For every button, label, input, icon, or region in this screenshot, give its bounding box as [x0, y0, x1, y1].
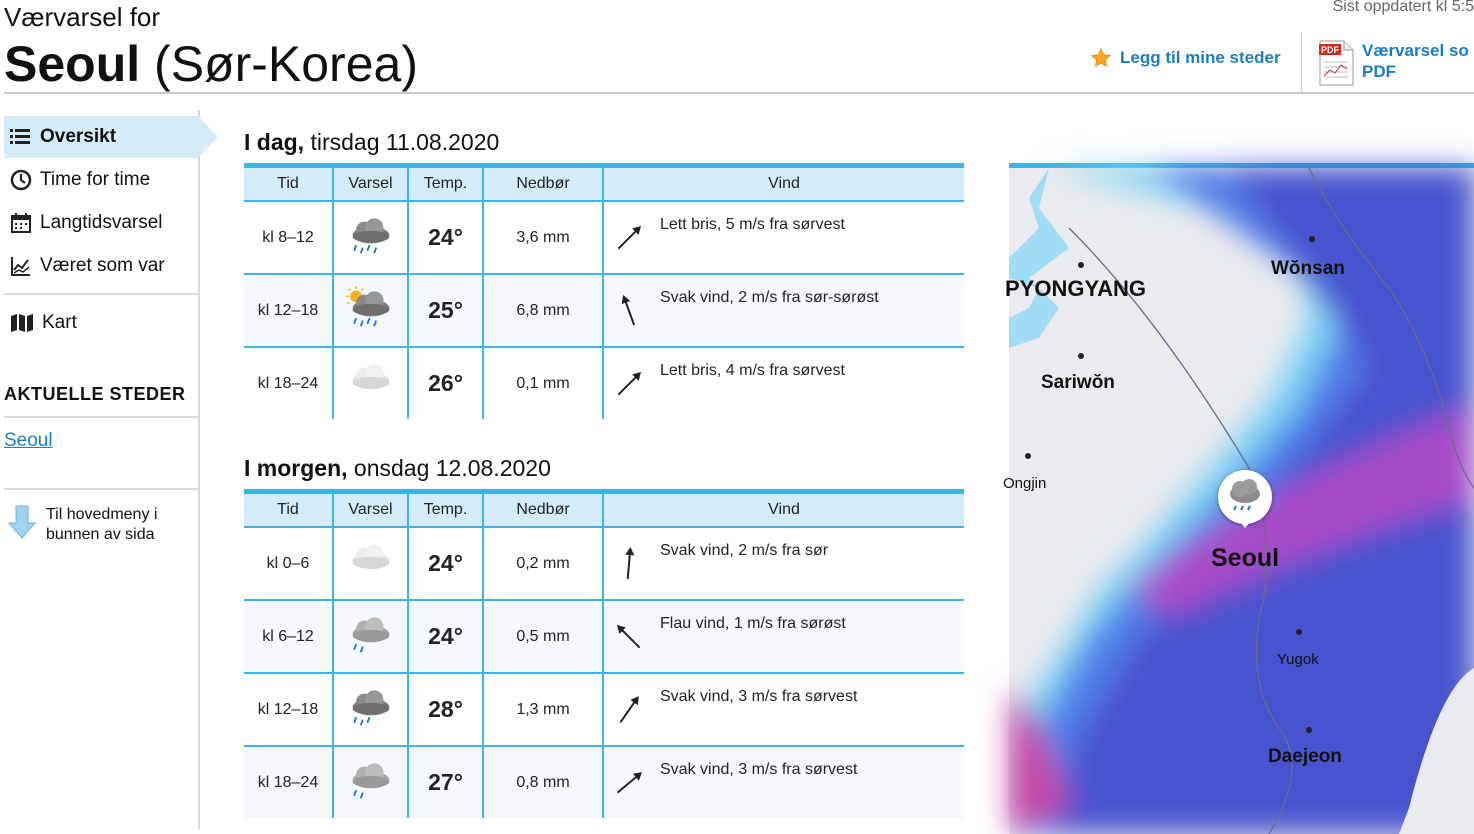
to-main-menu-link[interactable]: [8, 505, 186, 545]
time-cell: kl 18–24: [244, 746, 333, 818]
time-cell: kl 6–12: [244, 600, 333, 673]
col-header: Tid: [244, 492, 333, 528]
map-icon: [10, 313, 34, 333]
map-label-yugok: Yugok: [1277, 651, 1319, 668]
col-header: Varsel: [333, 492, 408, 528]
pdf-icon: [1318, 40, 1354, 86]
nav-label: Langtidsvarsel: [40, 211, 163, 233]
precipitation-cell: 0,2 mm: [483, 527, 603, 600]
wind-text: Lett bris, 5 m/s fra sørvest: [660, 216, 845, 233]
rain-cloud-icon: [1218, 470, 1272, 524]
map-label-ongjin: Ongjin: [1003, 475, 1047, 492]
temperature-cell: 24°: [408, 527, 483, 600]
temperature-cell: 27°: [408, 746, 483, 818]
table-row: [244, 673, 964, 746]
col-header: Tid: [244, 166, 333, 202]
header-rule: [4, 92, 1474, 94]
map-label-sariwon: Sariwŏn: [1041, 372, 1115, 393]
calendar-icon: [10, 212, 32, 234]
wind-direction-icon: [609, 291, 649, 331]
table-row: [244, 600, 964, 673]
pdf-badge: PDF: [1321, 45, 1339, 55]
cloud-icon: [341, 535, 401, 587]
section-title: AKTUELLE STEDER: [4, 384, 186, 404]
wind-cell: [603, 274, 964, 347]
day-label: I dag,: [244, 129, 305, 155]
day-label: I morgen,: [244, 455, 348, 481]
map-label-seoul: Seoul: [1211, 544, 1280, 572]
chart-line-icon: [10, 255, 32, 277]
temperature-cell: 26°: [408, 347, 483, 419]
temperature-cell: 24°: [408, 600, 483, 673]
table-row: [244, 201, 964, 274]
precipitation-cell: 0,1 mm: [483, 347, 603, 419]
precipitation-cell: 3,6 mm: [483, 201, 603, 274]
wind-cell: [603, 347, 964, 419]
wind-direction-icon: [609, 364, 649, 404]
forecast-icon-cell: [333, 746, 408, 818]
light-rain-cloud-icon: [341, 754, 401, 806]
table-row: [244, 274, 964, 347]
nav-item-time-for-time[interactable]: [4, 158, 198, 201]
nav-item-oversikt[interactable]: [4, 116, 198, 158]
wind-direction-icon: [609, 690, 649, 730]
precipitation-cell: 0,5 mm: [483, 600, 603, 673]
wind-cell: [603, 746, 964, 818]
map-label-daejeon: Daejeon: [1268, 746, 1342, 767]
city-dot: [1078, 262, 1084, 268]
city-dot: [1078, 353, 1084, 359]
nav-item-vaeret-som-var[interactable]: [4, 244, 198, 287]
pdf-label-1: Værvarsel so: [1362, 41, 1469, 60]
arrow-down-icon: [8, 505, 36, 539]
forecast-table-today: [244, 163, 964, 419]
pdf-link[interactable]: [1318, 40, 1469, 86]
city-dot: [1296, 629, 1302, 635]
nav-label: Kart: [42, 311, 77, 333]
city-dot: [1309, 236, 1315, 242]
precipitation-cell: 0,8 mm: [483, 746, 603, 818]
place-link-seoul[interactable]: Seoul: [4, 430, 53, 451]
weather-map[interactable]: [1003, 163, 1474, 834]
col-header: Nedbør: [483, 492, 603, 528]
forecast-icon-cell: [333, 347, 408, 419]
nav-label: Oversikt: [40, 126, 117, 147]
wind-arrow: [604, 348, 654, 419]
time-cell: kl 0–6: [244, 527, 333, 600]
time-cell: kl 18–24: [257, 374, 319, 392]
temperature-cell: 28°: [408, 673, 483, 746]
list-icon: [10, 128, 32, 146]
nav-label: Time for time: [40, 168, 151, 190]
map-weather-marker[interactable]: [1218, 470, 1272, 524]
city-dot: [1025, 453, 1031, 459]
nav-divider: [4, 293, 198, 295]
nav-label: Været som var: [40, 254, 165, 276]
page-title: [4, 36, 418, 92]
wind-text: Svak vind, 3 m/s fra sørvest: [660, 688, 858, 705]
city-dot: [1306, 727, 1312, 733]
forecast-icon-cell: [333, 201, 408, 274]
wind-cell: [603, 600, 964, 673]
forecast-table-tomorrow: [244, 489, 964, 818]
wind-arrow: [604, 275, 654, 346]
col-header: Vind: [603, 166, 964, 202]
time-cell: kl 8–12: [244, 201, 333, 274]
wind-cell: [603, 527, 964, 600]
cloud-icon: [341, 355, 401, 407]
table-row: [244, 527, 964, 600]
wind-arrow: [604, 202, 654, 273]
wind-direction-icon: [609, 617, 649, 657]
table-row: [244, 347, 964, 419]
pdf-label-2: PDF: [1362, 62, 1396, 81]
sidebar-divider: [198, 110, 200, 829]
header-subtitle: Værvarsel for: [4, 2, 161, 32]
wind-text: Svak vind, 2 m/s fra sør-sørøst: [660, 289, 879, 306]
add-favorite-link[interactable]: [1090, 47, 1281, 69]
wind-text: Svak vind, 3 m/s fra sørvest: [660, 761, 858, 778]
marker-pointer: [1237, 518, 1253, 528]
star-icon: [1090, 47, 1112, 69]
section-rule: [4, 488, 198, 490]
wind-arrow: [604, 674, 654, 745]
col-header: Vind: [603, 492, 964, 528]
col-header: Temp.: [408, 492, 483, 528]
map-label-pyongyang: PYONGYANG: [1005, 276, 1147, 301]
country-name: (Sør-Korea): [154, 36, 418, 92]
wind-arrow: [604, 747, 654, 818]
sidebar-nav: [4, 116, 198, 344]
nav-item-kart[interactable]: [4, 301, 198, 344]
wind-direction-icon: [609, 763, 649, 803]
forecast-icon-cell: [333, 673, 408, 746]
section-rule: [4, 416, 198, 418]
temperature-cell: 25°: [408, 274, 483, 347]
wind-text: Lett bris, 4 m/s fra sørvest: [660, 362, 845, 379]
add-favorite-label: Legg til mine steder: [1120, 48, 1281, 67]
wind-arrow: [604, 601, 654, 672]
city-name: Seoul: [4, 36, 141, 92]
wind-direction-icon: [609, 218, 649, 258]
wind-cell: [603, 673, 964, 746]
sun-cloud-rain-icon: [341, 282, 401, 334]
wind-arrow: [604, 528, 654, 599]
time-cell: kl 12–18: [244, 673, 333, 746]
day-heading-today: [244, 129, 499, 156]
wind-cell: [603, 201, 964, 274]
last-updated: Sist oppdatert kl 5:5: [1332, 0, 1474, 15]
time-cell: kl 12–18: [244, 274, 333, 347]
precipitation-cell: 6,8 mm: [483, 274, 603, 347]
map-label-wonsan: Wŏnsan: [1271, 258, 1345, 279]
light-rain-cloud-icon: [341, 608, 401, 660]
col-header: Temp.: [408, 166, 483, 202]
precipitation-cell: 1,3 mm: [483, 673, 603, 746]
temperature-cell: 24°: [408, 201, 483, 274]
nav-item-langtidsvarsel[interactable]: [4, 201, 198, 244]
table-row: [244, 746, 964, 818]
wind-text: Flau vind, 1 m/s fra sørøst: [660, 615, 846, 632]
to-main-menu-label: Til hovedmeny i bunnen av sida: [46, 506, 158, 543]
wind-text: Svak vind, 2 m/s fra sør: [660, 542, 829, 559]
rain-cloud-icon: [341, 681, 401, 733]
forecast-icon-cell: [333, 527, 408, 600]
day-date: tirsdag 11.08.2020: [310, 129, 500, 155]
forecast-icon-cell: [333, 274, 408, 347]
col-header: Varsel: [333, 166, 408, 202]
col-header: Nedbør: [483, 166, 603, 202]
header-divider: [1301, 32, 1302, 92]
clock-icon: [10, 169, 32, 191]
heavy-rain-cloud-icon: [341, 209, 401, 261]
forecast-icon-cell: [333, 600, 408, 673]
day-heading-tomorrow: [244, 455, 551, 482]
wind-direction-icon: [609, 544, 649, 584]
day-date: onsdag 12.08.2020: [353, 455, 551, 481]
